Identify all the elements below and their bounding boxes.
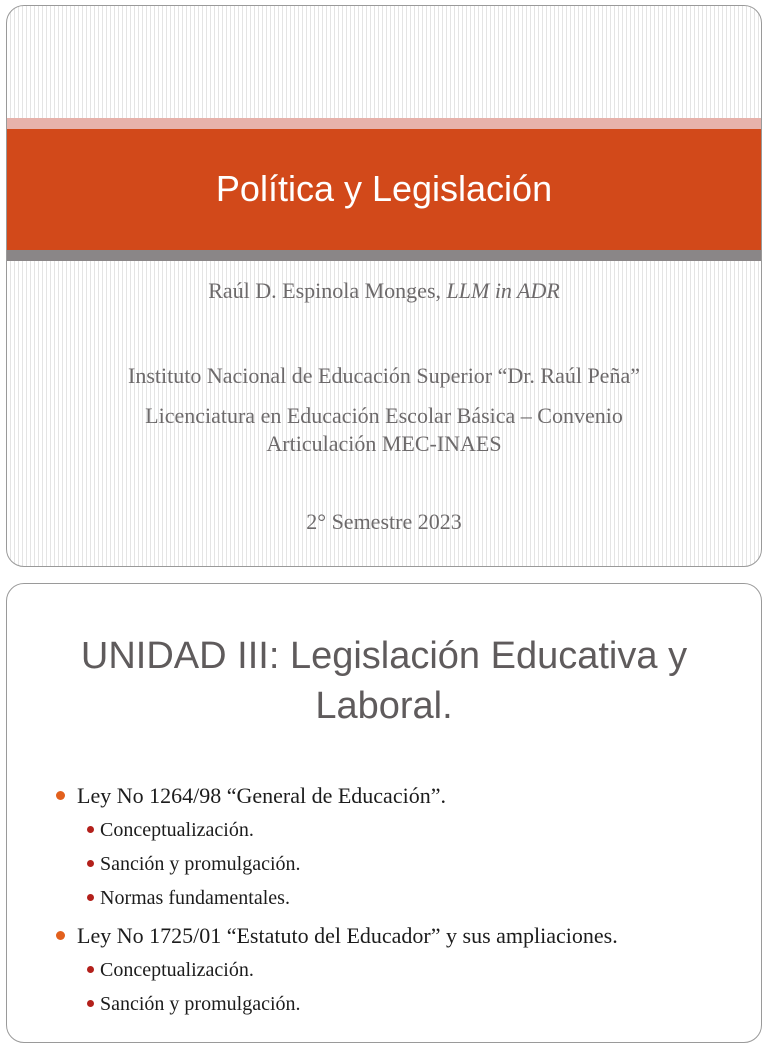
bottom-accent-stripe (7, 250, 761, 261)
top-accent-stripe (7, 118, 761, 129)
title-band (7, 129, 761, 250)
sub-bullet-dot-icon (87, 894, 94, 901)
institution-name: Instituto Nacional de Educación Superior “Dr. Raúl Peña” (128, 363, 640, 388)
sub-bullet-text: Conceptualización. (100, 819, 254, 841)
sub-bullet-text: Conceptualización. (100, 959, 254, 981)
bullet-list (7, 779, 761, 1021)
institution-block (7, 356, 761, 458)
sub-bullet-text: Sanción y promulgación. (100, 853, 301, 875)
semester-label: 2° Semestre 2023 (306, 509, 462, 534)
sub-bullet-item (7, 953, 761, 987)
sub-bullet-dot-icon (87, 860, 94, 867)
bullet-dot-icon (56, 791, 65, 800)
sub-bullet-item (7, 881, 761, 915)
bullet-text: Ley No 1264/98 “General de Educación”. (77, 783, 446, 808)
content-slide[interactable] (6, 583, 762, 1043)
slide-title-line-2: Laboral. (315, 685, 453, 727)
bullet-item (7, 779, 761, 813)
author-line (7, 278, 761, 304)
sub-bullet-item (7, 813, 761, 847)
sub-bullet-item (7, 987, 761, 1021)
program-line-2: Articulación MEC-INAES (266, 431, 502, 456)
bullet-item (7, 919, 761, 953)
program-line-1: Licenciatura en Educación Escolar Básica – Convenio (145, 403, 623, 428)
sub-bullet-text: Sanción y promulgación. (100, 993, 301, 1015)
sub-bullet-dot-icon (87, 966, 94, 973)
sub-bullet-dot-icon (87, 826, 94, 833)
slide-title (7, 631, 761, 731)
sub-bullet-dot-icon (87, 1000, 94, 1007)
sub-bullet-item (7, 847, 761, 881)
slide-title-line-1: UNIDAD III: Legislación Educativa y (80, 635, 688, 677)
bullet-text: Ley No 1725/01 “Estatuto del Educador” y sus ampliaciones. (77, 923, 618, 948)
title-slide[interactable] (6, 5, 762, 567)
bullet-dot-icon (56, 931, 65, 940)
sub-bullet-text: Normas fundamentales. (100, 887, 290, 909)
author-name: Raúl D. Espinola Monges, (208, 278, 447, 303)
author-degree: LLM in ADR (446, 278, 560, 303)
presentation-title: Política y Legislación (215, 167, 553, 209)
